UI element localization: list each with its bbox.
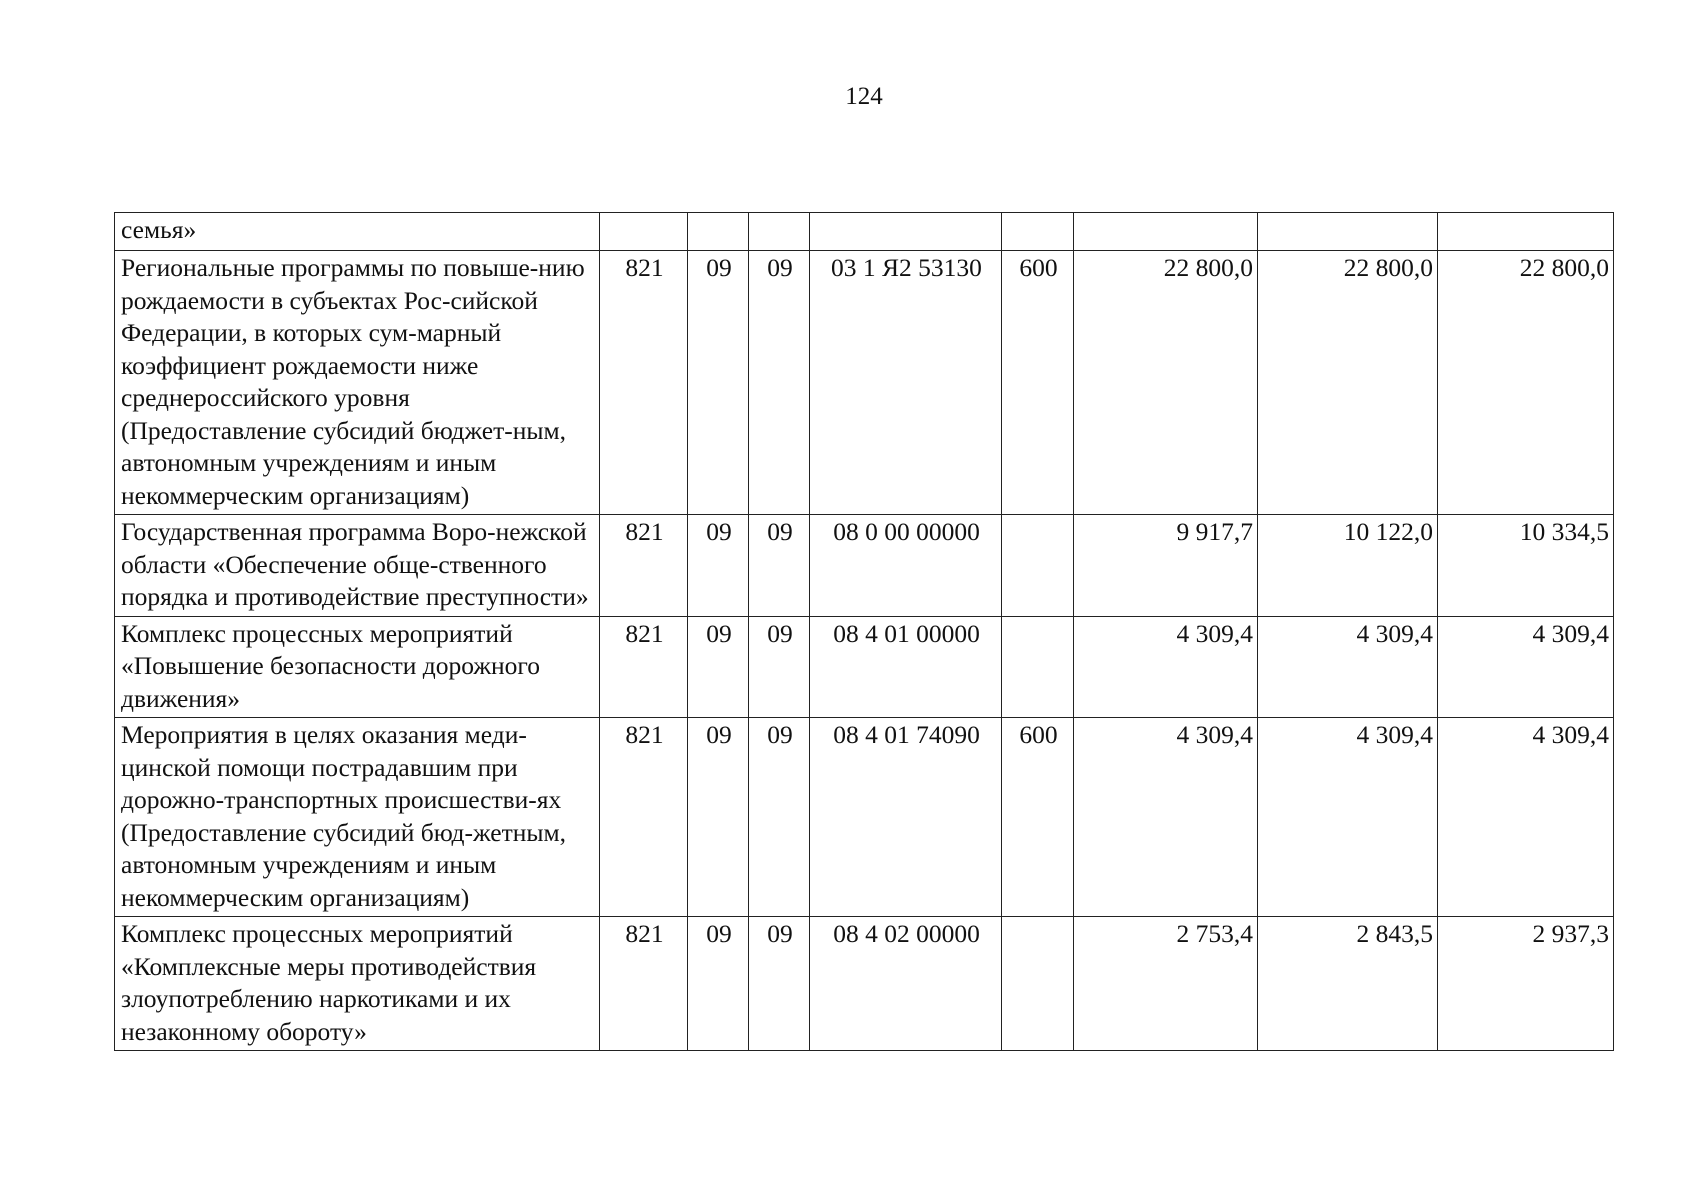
table-row	[115, 718, 1614, 917]
subsection-code-cell: 09	[749, 616, 810, 718]
target-article-cell: 08 0 00 00000	[810, 515, 1002, 617]
expense-type-cell	[1002, 616, 1074, 718]
sum-year-3-cell: 4 309,4	[1438, 616, 1614, 718]
row-name-cell: Комплекс процессных мероприятий «Комплексные меры противодействия злоупотреблению наркотиками и их незаконному обороту»	[115, 917, 600, 1051]
sum-year-2-cell	[1258, 213, 1438, 251]
budget-table	[114, 212, 1614, 1051]
table-row	[115, 515, 1614, 617]
sum-year-3-cell: 22 800,0	[1438, 251, 1614, 515]
target-article-cell: 08 4 01 74090	[810, 718, 1002, 917]
ministry-code-cell: 821	[600, 515, 688, 617]
subsection-code-cell: 09	[749, 251, 810, 515]
sum-year-1-cell: 2 753,4	[1074, 917, 1258, 1051]
row-name-cell: Региональные программы по повыше-нию рождаемости в субъектах Рос-сийской Федерации, в которых сум-марный коэффициент рождаемости ниже среднероссийского уровня (Предоставление субсидий бюджет-ным, автономным учреждениям и иным некоммерческим организациям)	[115, 251, 600, 515]
sum-year-1-cell: 9 917,7	[1074, 515, 1258, 617]
sum-year-1-cell: 4 309,4	[1074, 616, 1258, 718]
target-article-cell	[810, 213, 1002, 251]
target-article-cell: 08 4 01 00000	[810, 616, 1002, 718]
ministry-code-cell: 821	[600, 616, 688, 718]
row-name-cell: Мероприятия в целях оказания меди-цинской помощи пострадавшим при дорожно-транспортных происшестви-ях (Предоставление субсидий бюд-жетным, автономным учреждениям и иным некоммерческим организациям)	[115, 718, 600, 917]
sum-year-2-cell: 22 800,0	[1258, 251, 1438, 515]
target-article-cell: 03 1 Я2 53130	[810, 251, 1002, 515]
sum-year-2-cell: 2 843,5	[1258, 917, 1438, 1051]
row-name-cell: Государственная программа Воро-нежской области «Обеспечение обще-ственного порядка и противодействие преступности»	[115, 515, 600, 617]
table-body	[115, 213, 1614, 1051]
sum-year-3-cell: 4 309,4	[1438, 718, 1614, 917]
expense-type-cell: 600	[1002, 251, 1074, 515]
expense-type-cell	[1002, 515, 1074, 617]
row-name-cell: семья»	[115, 213, 600, 251]
expense-type-cell	[1002, 213, 1074, 251]
target-article-cell: 08 4 02 00000	[810, 917, 1002, 1051]
section-code-cell: 09	[688, 515, 749, 617]
sum-year-1-cell: 4 309,4	[1074, 718, 1258, 917]
ministry-code-cell	[600, 213, 688, 251]
table-row	[115, 917, 1614, 1051]
section-code-cell	[688, 213, 749, 251]
expense-type-cell	[1002, 917, 1074, 1051]
table-row	[115, 213, 1614, 251]
expense-type-cell: 600	[1002, 718, 1074, 917]
subsection-code-cell: 09	[749, 718, 810, 917]
ministry-code-cell: 821	[600, 718, 688, 917]
section-code-cell: 09	[688, 616, 749, 718]
subsection-code-cell: 09	[749, 917, 810, 1051]
subsection-code-cell	[749, 213, 810, 251]
sum-year-2-cell: 10 122,0	[1258, 515, 1438, 617]
section-code-cell: 09	[688, 718, 749, 917]
sum-year-2-cell: 4 309,4	[1258, 718, 1438, 917]
section-code-cell: 09	[688, 917, 749, 1051]
subsection-code-cell: 09	[749, 515, 810, 617]
table-row	[115, 251, 1614, 515]
sum-year-2-cell: 4 309,4	[1258, 616, 1438, 718]
page-number: 124	[845, 83, 883, 110]
sum-year-3-cell: 10 334,5	[1438, 515, 1614, 617]
section-code-cell: 09	[688, 251, 749, 515]
sum-year-3-cell: 2 937,3	[1438, 917, 1614, 1051]
row-name-cell: Комплекс процессных мероприятий «Повышение безопасности дорожного движения»	[115, 616, 600, 718]
sum-year-3-cell	[1438, 213, 1614, 251]
ministry-code-cell: 821	[600, 917, 688, 1051]
sum-year-1-cell: 22 800,0	[1074, 251, 1258, 515]
table-row	[115, 616, 1614, 718]
ministry-code-cell: 821	[600, 251, 688, 515]
sum-year-1-cell	[1074, 213, 1258, 251]
